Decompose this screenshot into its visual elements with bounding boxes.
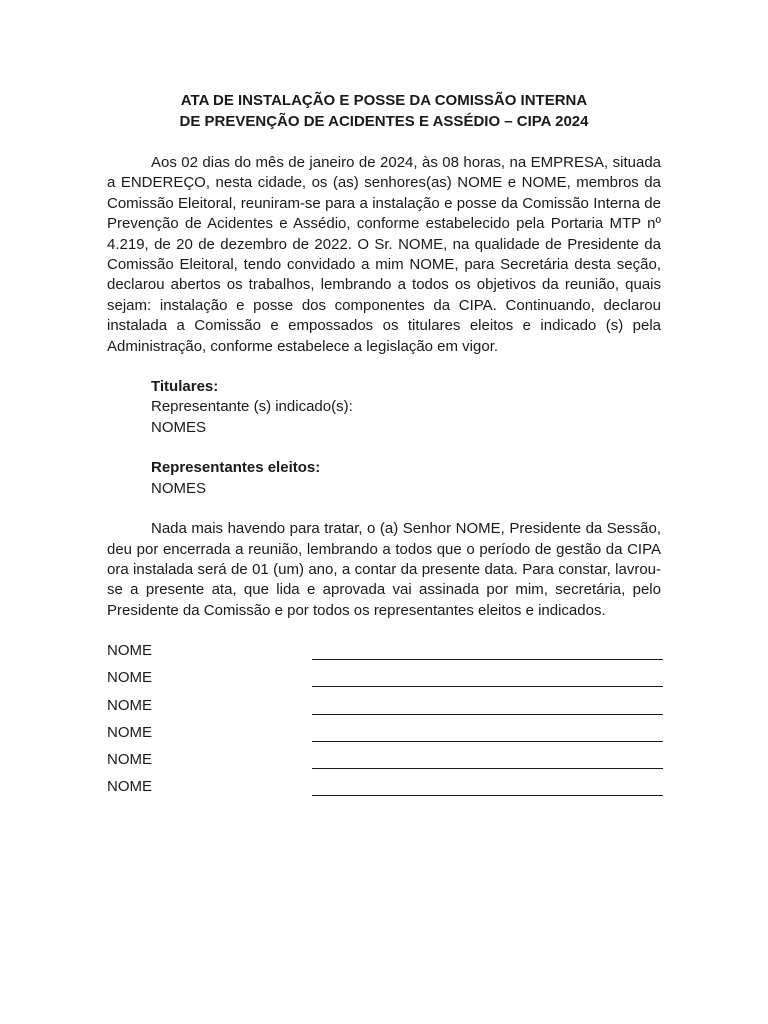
titulares-names: NOMES: [151, 418, 207, 436]
signature-name: NOME: [107, 723, 152, 741]
eleitos-names: NOMES: [151, 479, 207, 497]
signature-row: [107, 777, 661, 804]
signature-name: NOME: [107, 642, 152, 660]
signature-line: [312, 768, 663, 769]
signature-name: NOME: [107, 750, 152, 768]
signature-name: NOME: [107, 669, 152, 687]
titulares-section: [107, 377, 661, 438]
signature-row: [107, 723, 661, 750]
signature-row: [107, 668, 661, 695]
document-title-line-1: ATA DE INSTALAÇÃO E POSSE DA COMISSÃO INTERNA: [180, 92, 588, 109]
signature-row: [107, 750, 661, 777]
eleitos-heading: Representantes eleitos:: [151, 459, 321, 477]
signature-list: [107, 641, 661, 804]
document-page: [107, 90, 661, 804]
eleitos-section: [107, 458, 661, 499]
signature-name: NOME: [107, 696, 152, 714]
signature-line: [312, 659, 663, 660]
signature-line: [312, 795, 663, 796]
closing-paragraph: Nada mais havendo para tratar, o (a) Senhor NOME, Presidente da Sessão, deu por encerrada a reunião, lembrando a todos que o período de gestão da CIPA ora instalada será de 01 (um) ano, a contar da presente data. Para constar, lavrou-se a presente ata, que lida e aprovada vai assinada por mim, secretária, pelo Presidente da Comissão e por todos os representantes eleitos e indicados.: [107, 520, 661, 619]
signature-line: [312, 686, 663, 687]
titulares-heading: Titulares:: [151, 378, 219, 396]
signature-line: [312, 714, 663, 715]
signature-row: [107, 641, 661, 668]
document-title-line-2: DE PREVENÇÃO DE ACIDENTES E ASSÉDIO – CIPA 2024: [179, 113, 589, 130]
signature-line: [312, 741, 663, 742]
signature-name: NOME: [107, 778, 152, 796]
titulares-representante-label: Representante (s) indicado(s):: [151, 398, 353, 416]
signature-row: [107, 696, 661, 723]
opening-paragraph: Aos 02 dias do mês de janeiro de 2024, às 08 horas, na EMPRESA, situada a ENDEREÇO, nesta cidade, os (as) senhores(as) NOME e NOME, membros da Comissão Eleitoral, reuniram-se para a instalação e posse da Comissão Interna de Prevenção de Acidentes e Assédio, conforme estabelecido pela Portaria MTP nº 4.219, de 20 de dezembro de 2022. O Sr. NOME, na qualidade de Presidente da Comissão Eleitoral, tendo convidado a mim NOME, para Secretária desta seção, declarou abertos os trabalhos, lembrando a todos os objetivos da reunião, quais sejam: instalação e posse dos componentes da CIPA. Continuando, declarou instalada a Comissão e empossados os titulares eleitos e indicado (s) pela Administração, conforme estabelece a legislação em vigor.: [107, 154, 661, 355]
